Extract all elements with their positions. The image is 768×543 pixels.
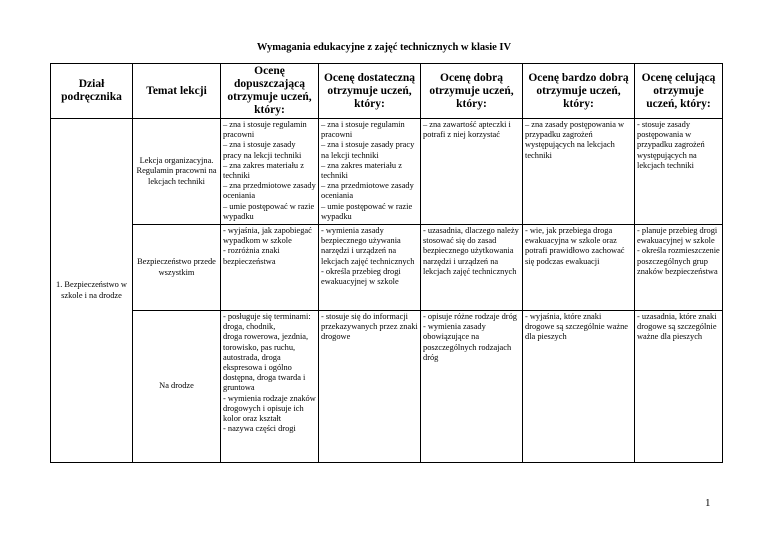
requirement-cell: [319, 225, 421, 311]
requirement-cell: [221, 225, 319, 311]
requirement-line: – zna i stosuje regulamin pracowni: [223, 120, 307, 140]
requirement-line: – zna przedmiotowe zasady oceniania: [321, 181, 414, 201]
requirement-cell: [319, 119, 421, 225]
requirement-line: - określa rozmieszczenie poszczególnych grup znaków bezpieczeństwa: [637, 246, 720, 276]
requirement-line: – zna i stosuje zasady pracy na lekcji techniki: [321, 140, 415, 160]
requirement-line: - nazywa części drogi: [223, 424, 296, 434]
requirement-line: - wymienia rodzaje znaków drogowych i opisuje ich kolor oraz kształt: [223, 393, 316, 424]
requirement-cell: [421, 119, 523, 225]
requirement-line: - wyjaśnia, które znaki drogowe są szczególnie ważne dla pieszych: [525, 312, 629, 342]
requirement-line: – zna przedmiotowe zasady oceniania: [223, 181, 316, 201]
requirement-cell: [221, 119, 319, 225]
page-number: 1: [705, 497, 711, 509]
requirement-cell: [635, 225, 723, 311]
requirement-line: – zna zasady postępowania w przypadku zagrożeń występujących na lekcjach techniki: [525, 120, 625, 160]
requirement-cell: [221, 311, 319, 463]
requirement-line: – umie postępować w razie wypadku: [321, 201, 413, 221]
requirement-line: droga rowerowa, jezdnia, torowisko, pas ruchu, autostrada, droga ekspresowa i ogólno dostępna, droga twarda i gruntowa: [223, 332, 309, 393]
header-cell: Ocenę dobrą otrzymuje uczeń, który:: [421, 64, 523, 119]
header-cell: Dział podręcznika: [51, 64, 133, 119]
requirement-line: - określa przebieg drogi ewakuacyjnej w szkole: [321, 266, 401, 287]
table-row: [51, 225, 723, 311]
topic-cell: Lekcja organizacyjna. Regulamin pracowni na lekcjach techniki: [133, 119, 221, 225]
requirement-line: – zna zakres materiału z techniki: [321, 160, 402, 181]
document-title: Wymagania edukacyjne z zajęć technicznych w klasie IV: [256, 42, 512, 53]
requirement-line: - posługuje się terminami: droga, chodnik,: [223, 312, 311, 332]
requirement-line: – zna zawartość apteczki i potrafi z niej korzystać: [423, 120, 511, 140]
header-row: [51, 64, 723, 119]
header-cell: Ocenę dostateczną otrzymuje uczeń, który:: [319, 64, 421, 119]
header-cell: Temat lekcji: [133, 64, 221, 119]
requirement-line: – umie postępować w razie wypadku: [223, 201, 315, 221]
requirement-cell: [421, 225, 523, 311]
requirement-line: - uzasadnia, dlaczego należy stosować się do zasad bezpiecznego użytkowania narzędzi i urządzeń na lekcjach zajęć technicznych: [423, 226, 519, 276]
requirement-line: – zna zakres materiału z techniki: [223, 160, 304, 181]
requirement-line: - planuje przebieg drogi ewakuacyjnej w szkole: [637, 226, 718, 246]
requirement-line: - wyjaśnia, jak zapobiegać wypadkom w szkole: [223, 226, 312, 246]
requirement-cell: [635, 311, 723, 463]
table-row: [51, 119, 723, 225]
requirement-cell: [635, 119, 723, 225]
header-cell: Ocenę bardzo dobrą otrzymuje uczeń, który:: [523, 64, 635, 119]
table-row: [51, 311, 723, 463]
requirement-line: - uzasadnia, które znaki drogowe są szczególnie ważne dla pieszych: [637, 312, 717, 342]
section-cell: 1. Bezpieczeństwo w szkole i na drodze: [51, 119, 133, 463]
topic-cell: Na drodze: [133, 311, 221, 463]
header-cell: Ocenę celującą otrzymuje uczeń, który:: [635, 64, 723, 119]
requirement-line: - opisuje różne rodzaje dróg: [423, 312, 517, 321]
requirement-cell: [523, 119, 635, 225]
requirement-line: - wymienia zasady bezpiecznego używania narzędzi i urządzeń na lekcjach zajęć technicznych: [321, 226, 415, 266]
requirement-cell: [523, 311, 635, 463]
requirement-line: - rozróżnia znaki bezpieczeństwa: [223, 246, 280, 266]
requirement-line: – zna i stosuje zasady pracy na lekcji techniki: [223, 140, 302, 160]
topic-cell: Bezpieczeństwo przede wszystkim: [133, 225, 221, 311]
requirement-line: - stosuje zasady postępowania w przypadku zagrożeń występujących na lekcjach techniki: [637, 120, 705, 170]
requirement-line: - stosuje się do informacji przekazywanych przez znaki drogowe: [321, 312, 418, 342]
requirement-cell: [523, 225, 635, 311]
requirement-cell: [421, 311, 523, 463]
requirement-line: - wie, jak przebiega droga ewakuacyjna w szkole oraz potrafi prawidłowo zachować się podczas ewakuacji: [525, 226, 625, 266]
requirements-table: [50, 63, 723, 463]
requirement-line: - wymienia zasady obowiązujące na poszczególnych rodzajach dróg: [423, 322, 512, 362]
requirement-line: – zna i stosuje regulamin pracowni: [321, 120, 405, 140]
requirement-cell: [319, 311, 421, 463]
header-cell: Ocenę dopuszczającą otrzymuje uczeń, który:: [221, 64, 319, 119]
